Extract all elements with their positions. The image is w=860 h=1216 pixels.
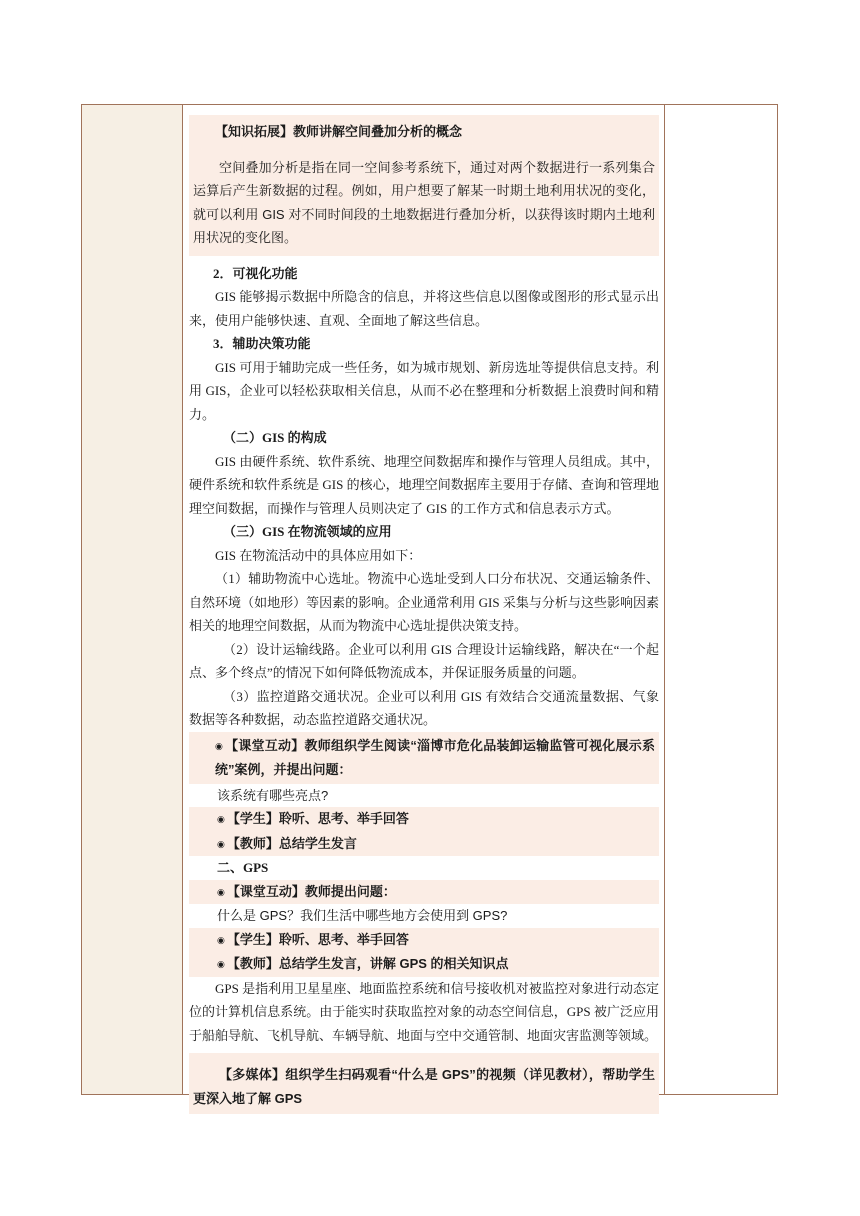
decision-support-text: GIS 可用于辅助完成一些任务，如为城市规划、新房选址等提供信息支持。利用 GIS，企业可以轻松获取相关信息，从而不必在整理和分析数据上浪费时间和精力。 xyxy=(189,359,659,422)
gis-structure-heading: （二）GIS 的构成 xyxy=(223,430,327,445)
interaction-block-1 xyxy=(189,732,659,784)
interaction-1-question: 该系统有哪些亮点? xyxy=(217,787,329,803)
gis-application-intro: GIS 在物流活动中的具体应用如下： xyxy=(215,547,422,563)
knowledge-extension-box xyxy=(189,115,659,256)
bullet-icon: ◉ xyxy=(217,838,225,849)
interaction-2-question: 什么是 GPS？我们生活中哪些地方会使用到 GPS? xyxy=(217,908,508,923)
interaction-1-title: ◉ 【课堂互动】教师组织学生阅读“淄博市危化品装卸运输监管可视化展示系统”案例，并提出问题： xyxy=(215,737,655,777)
content-column xyxy=(183,105,664,1106)
gps-definition-text: GPS 是指利用卫星星座、地面监控系统和信号接收机对被监控对象进行动态定位的计算机信息系统。由于能实时获取监控对象的动态空间信息，GPS 被广泛应用于船舶导航、飞机导航、车辆导航、地面与空中交通管制、地面灾害监测等领域。 xyxy=(189,980,659,1043)
decision-support-heading: 3．辅助决策功能 xyxy=(213,336,311,351)
interaction-1-teacher: ◉ 【教师】总结学生发言 xyxy=(189,832,659,857)
visualization-heading: 2．可视化功能 xyxy=(213,265,298,281)
gis-application-item-1: （1）辅助物流中心选址。物流中心选址受到人口分布状况、交通运输条件、自然环境（如地形）等因素的影响。企业通常利用 GIS 采集与分析与这些影响因素相关的地理空间数据，从而为物流中心选址提供决策支持。 xyxy=(189,571,659,633)
left-column xyxy=(82,105,183,1094)
gis-application-item-2: （2）设计运输线路。企业可以利用 GIS 合理设计运输线路，解决在“一个起点、多个终点”的情况下如何降低物流成本，并保证服务质量的问题。 xyxy=(189,641,659,680)
interaction-2-title: ◉ 【课堂互动】教师提出问题： xyxy=(189,880,659,905)
gis-application-heading: （三）GIS 在物流领域的应用 xyxy=(223,524,392,539)
visualization-text: GIS 能够揭示数据中所隐含的信息，并将这些信息以图像或图形的形式显示出来，使用户能够快速、直观、全面地了解这些信息。 xyxy=(189,289,659,328)
bullet-icon: ◉ xyxy=(217,959,225,969)
interaction-2-student: ◉ 【学生】聆听、思考、举手回答 xyxy=(189,928,659,953)
gps-heading: 二、GPS xyxy=(217,860,269,875)
multimedia-box xyxy=(189,1053,659,1114)
interaction-2-teacher: ◉ 【教师】总结学生发言，讲解 GPS 的相关知识点 xyxy=(189,952,659,977)
knowledge-extension-body: 空间叠加分析是指在同一空间参考系统下，通过对两个数据进行一系列集合运算后产生新数据的过程。例如，用户想要了解某一时期土地利用状况的变化，就可以利用 GIS 对不同时间段的土地数据进行叠加分析，以获得该时期内土地利用状况的变化图。 xyxy=(193,159,655,245)
right-column xyxy=(664,105,777,1094)
bullet-icon: ◉ xyxy=(217,886,225,897)
gis-application-item-3: （3）监控道路交通状况。企业可以利用 GIS 有效结合交通流量数据、气象数据等各种数据，动态监控道路交通状况。 xyxy=(189,688,659,727)
knowledge-extension-title: 【知识拓展】教师讲解空间叠加分析的概念 xyxy=(215,124,463,139)
multimedia-text: 【多媒体】组织学生扫码观看“什么是 GPS”的视频（详见教材），帮助学生更深入地了解 GPS xyxy=(193,1067,655,1106)
bullet-icon: ◉ xyxy=(217,934,225,945)
bullet-icon: ◉ xyxy=(215,740,224,751)
content-body xyxy=(189,115,659,1114)
bullet-icon: ◉ xyxy=(217,814,225,824)
gis-structure-text: GIS 由硬件系统、软件系统、地理空间数据库和操作与管理人员组成。其中，硬件系统和软件系统是 GIS 的核心，地理空间数据库主要用于存储、查询和管理地理空间数据，而操作与管理人员则决定了 GIS 的工作方式和信息表示方式。 xyxy=(189,453,659,516)
interaction-1-student: ◉ 【学生】聆听、思考、举手回答 xyxy=(189,807,659,832)
lesson-table xyxy=(81,104,778,1106)
